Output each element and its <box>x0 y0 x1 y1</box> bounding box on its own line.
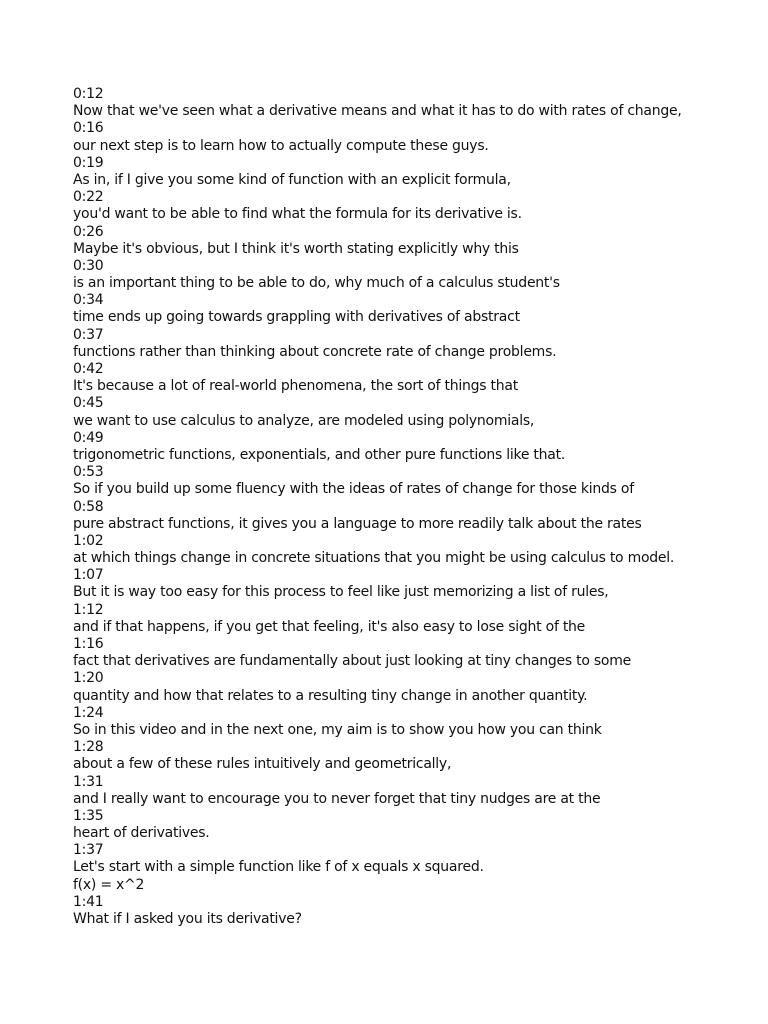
transcript-line: heart of derivatives. <box>73 825 210 842</box>
timestamp: 0:26 <box>73 223 104 240</box>
timestamp: 0:34 <box>73 292 104 309</box>
transcript-line: It's because a lot of real-world phenomena, the sort of things that <box>73 378 518 395</box>
timestamp: 1:12 <box>73 601 104 618</box>
transcript-line: about a few of these rules intuitively and geometrically, <box>73 756 452 773</box>
timestamp: 1:20 <box>73 670 104 687</box>
transcript-line: Let's start with a simple function like f of x equals x squared. f(x) = x^2 <box>73 859 484 893</box>
timestamp: 1:07 <box>73 567 104 584</box>
timestamp: 1:16 <box>73 636 104 652</box>
timestamp: 0:49 <box>73 429 104 446</box>
transcript-line: at which things change in concrete situations that you might be using calculus to model. <box>73 550 675 567</box>
timestamp: 0:42 <box>73 361 104 377</box>
timestamp: 0:58 <box>73 498 104 515</box>
transcript-line: fact that derivatives are fundamentally about just looking at tiny changes to some <box>73 653 631 670</box>
transcript-line: As in, if I give you some kind of function with an explicit formula, <box>73 171 511 188</box>
transcript-page <box>73 86 753 928</box>
timestamp: 1:41 <box>73 893 104 910</box>
transcript-line: you'd want to be able to find what the formula for its derivative is. <box>73 206 522 223</box>
timestamp: 0:12 <box>73 86 104 102</box>
transcript-line: our next step is to learn how to actually compute these guys. <box>73 137 489 154</box>
transcript-line: time ends up going towards grappling with derivatives of abstract <box>73 309 520 326</box>
timestamp: 0:53 <box>73 464 104 481</box>
transcript-line: we want to use calculus to analyze, are modeled using polynomials, <box>73 412 535 429</box>
timestamp: 0:22 <box>73 189 104 206</box>
transcript-line: and I really want to encourage you to never forget that tiny nudges are at the <box>73 790 601 807</box>
timestamp: 0:19 <box>73 154 104 171</box>
timestamp: 0:45 <box>73 395 104 412</box>
transcript-line: What if I asked you its derivative? <box>73 911 302 928</box>
transcript-line: Now that we've seen what a derivative means and what it has to do with rates of change, <box>73 103 682 120</box>
timestamp: 1:37 <box>73 842 104 859</box>
transcript-line: So in this video and in the next one, my aim is to show you how you can think <box>73 721 602 738</box>
transcript-line: pure abstract functions, it gives you a language to more readily talk about the rates <box>73 515 642 532</box>
timestamp: 0:37 <box>73 326 104 343</box>
timestamp: 1:28 <box>73 739 104 756</box>
transcript-line: and if that happens, if you get that feeling, it's also easy to lose sight of the <box>73 618 586 635</box>
transcript-line: functions rather than thinking about concrete rate of change problems. <box>73 343 557 360</box>
timestamp: 1:24 <box>73 704 104 721</box>
transcript-line: So if you build up some fluency with the ideas of rates of change for those kinds of <box>73 481 634 498</box>
timestamp: 1:02 <box>73 532 104 549</box>
timestamp: 0:16 <box>73 120 104 137</box>
timestamp: 1:35 <box>73 807 104 824</box>
transcript-line: quantity and how that relates to a resulting tiny change in another quantity. <box>73 687 588 704</box>
timestamp: 1:31 <box>73 773 104 790</box>
transcript-line: trigonometric functions, exponentials, and other pure functions like that. <box>73 446 566 463</box>
transcript-line: is an important thing to be able to do, why much of a calculus student's <box>73 275 560 292</box>
transcript-line: But it is way too easy for this process to feel like just memorizing a list of rules, <box>73 584 609 601</box>
transcript-line: Maybe it's obvious, but I think it's worth stating explicitly why this <box>73 240 519 257</box>
timestamp: 0:30 <box>73 257 104 274</box>
